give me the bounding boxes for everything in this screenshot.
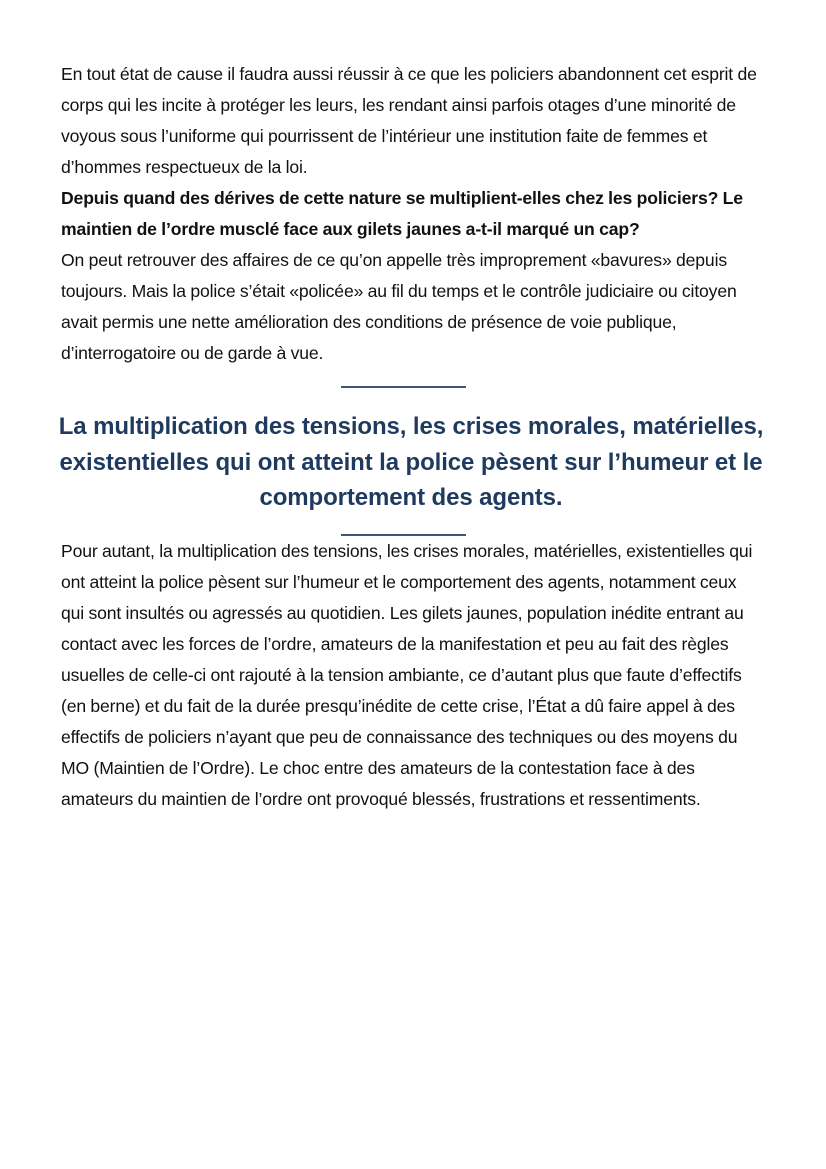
interview-question: Depuis quand des dérives de cette nature se multiplient-elles chez les policiers? Le maintien de l’ordre musclé face aux gilets jaunes a-t-il marqué un cap? <box>61 188 743 239</box>
pull-quote-divider-top <box>341 386 466 388</box>
pull-quote: La multiplication des tensions, les crises morales, matérielles, existentielles qui ont atteint la police pèsent sur l’humeur et le comportement des agents. <box>58 413 764 511</box>
article-body <box>58 59 764 815</box>
paragraph-continuation: Pour autant, la multiplication des tensions, les crises morales, matérielles, existentielles qui ont atteint la police pèsent sur l’humeur et le comportement des agents, notamment ceux qui sont insultés ou agressés au quotidien. Les gilets jaunes, population inédite entrant au contact avec les forces de l’ordre, amateurs de la manifestation et peu au fait des règles usuelles de celle-ci ont rajouté à la tension ambiante, ce d’autant plus que faute d’effectifs (en berne) et du fait de la durée presqu’inédite de cette crise, l’État a dû faire appel à des effectifs de policiers n’ayant que peu de connaissance des techniques ou des moyens du MO (Maintien de l’Ordre). Le choc entre des amateurs de la contestation face à des amateurs du maintien de l’ordre ont provoqué blessés, frustrations et ressentiments. <box>61 540 753 809</box>
paragraph-answer: On peut retrouver des affaires de ce qu’on appelle très improprement «bavures» depuis toujours. Mais la police s’était «policée» au fil du temps et le contrôle judiciaire ou citoyen avait permis une nette amélioration des conditions de présence de voie publique, d’interrogatoire ou de garde à vue. <box>61 250 737 363</box>
paragraph-intro: En tout état de cause il faudra aussi réussir à ce que les policiers abandonnent cet esprit de corps qui les incite à protéger les leurs, les rendant ainsi parfois otages d’une minorité de voyous sous l’uniforme qui pourrissent de l’intérieur une institution faite de femmes et d’hommes respectueux de la loi. <box>61 64 757 177</box>
